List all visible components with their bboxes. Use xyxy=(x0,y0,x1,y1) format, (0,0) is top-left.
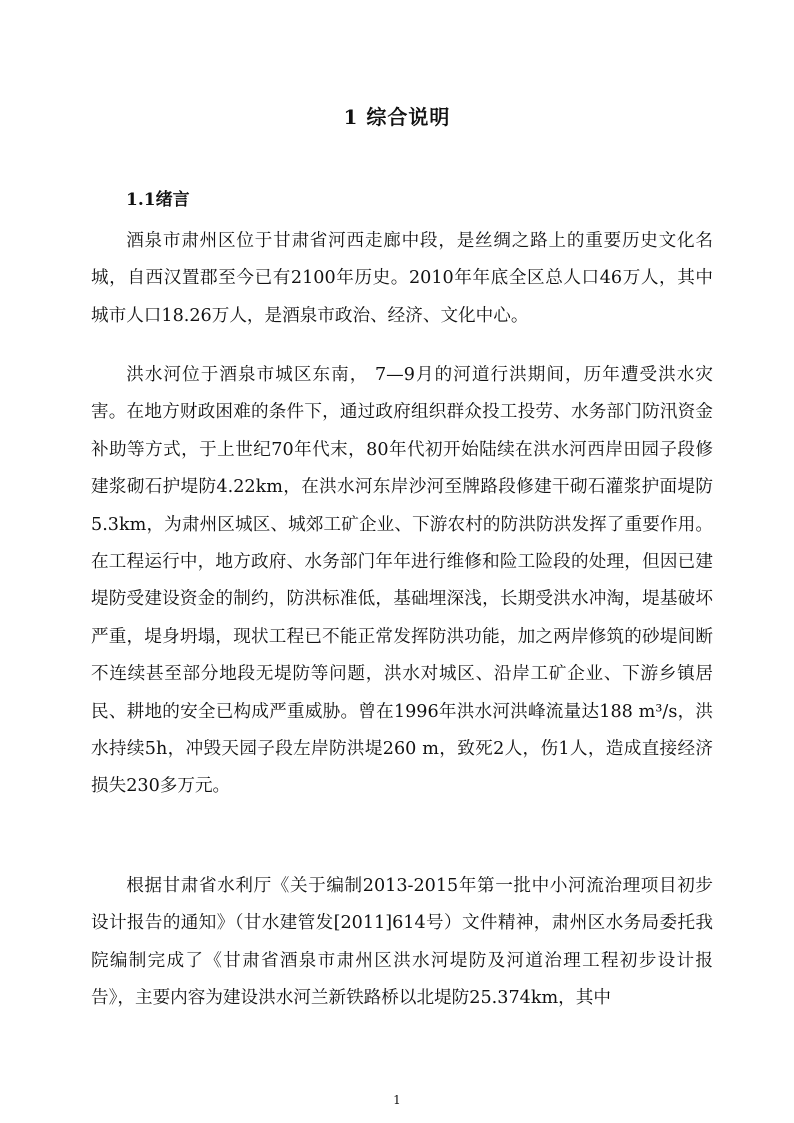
paragraph-flood-history: 洪水河位于酒泉市城区东南， 7—9月的河道行洪期间，历年遭受洪水灾害。在地方财政困难的条件下，通过政府组织群众投工投劳、水务部门防汛资金补助等方式，于上世纪70年代末，80年代初开始陆续在洪水河西岸田园子段修建浆砌石护堤防4.22km，在洪水河东岸沙河至牌路段修建干砌石灌浆护面堤防5.3km，为肃州区城区、城郊工矿企业、下游农村的防洪防洪发挥了重要作用。在工程运行中，地方政府、水务部门年年进行维修和险工险段的处理，但因已建堤防受建设资金的制约，防洪标准低，基础埋深浅，长期受洪水冲淘，堤基破坏严重，堤身坍塌，现状工程已不能正常发挥防洪功能，加之两岸修筑的砂堤间断不连续甚至部分地段无堤防等问题，洪水对城区、沿岸工矿企业、下游乡镇居民、耕地的安全已构成严重威胁。曾在1996年洪水河洪峰流量达188 m³/s，洪水持续5h，冲毁天园子段左岸防洪堤260 m，致死2人，伤1人，造成直接经济损失230多万元。 xyxy=(91,365,713,797)
paragraph-project-basis: 根据甘肃省水利厅《关于编制2013-2015年第一批中小河流治理项目初步设计报告的通知》（甘水建管发[2011]614号）文件精神，肃州区水务局委托我院编制完成了《甘肃省酒泉市肃州区洪水河堤防及河道治理工程初步设计报告》，主要内容为建设洪水河兰新铁路桥以北堤防25.374km，其中 xyxy=(91,876,713,1009)
page-number: 1 xyxy=(393,1093,401,1107)
chapter-title: 1 综合说明 xyxy=(343,105,451,129)
paragraph-intro: 酒泉市肃州区位于甘肃省河西走廊中段，是丝绸之路上的重要历史文化名城，自西汉置郡至今已有2100年历史。2010年年底全区总人口46万人，其中城市人口18.26万人，是酒泉市政治、经济、文化中心。 xyxy=(91,231,713,326)
section-heading: 1.1绪言 xyxy=(126,190,190,210)
